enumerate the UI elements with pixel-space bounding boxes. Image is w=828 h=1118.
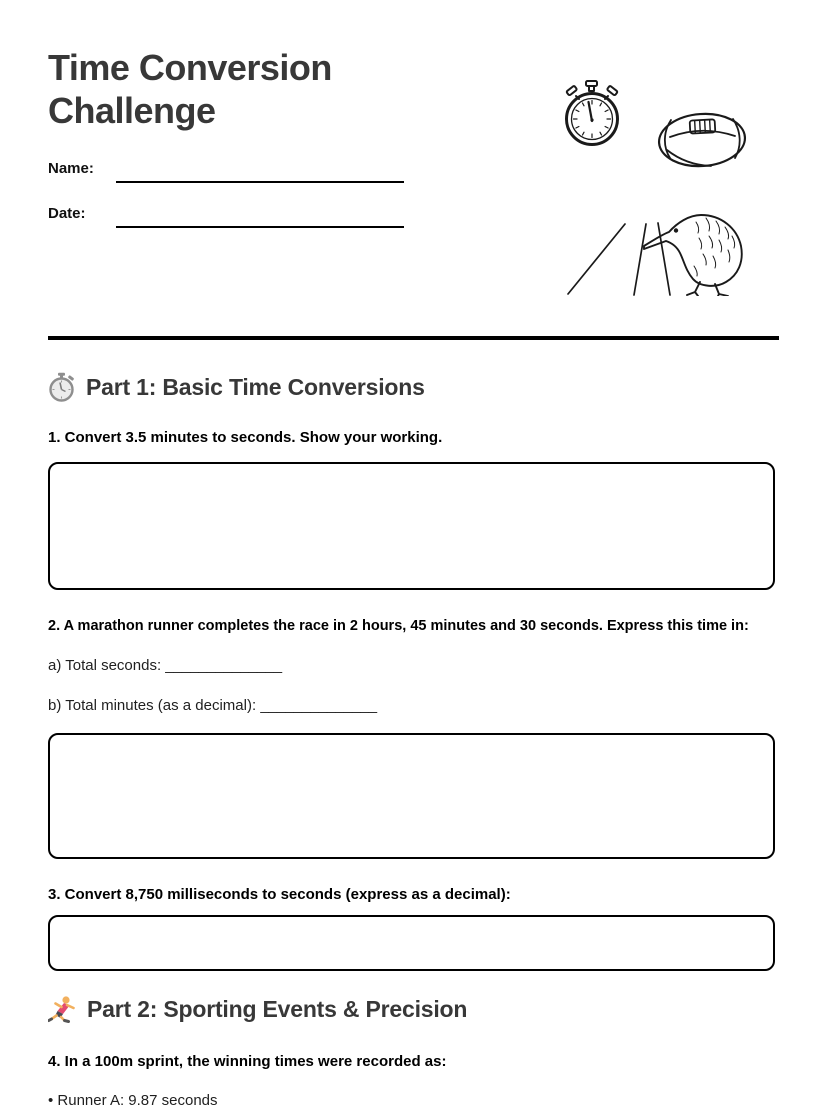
section-divider — [48, 336, 779, 340]
question-2b-blank[interactable]: ______________ — [260, 697, 378, 714]
answer-box-q2[interactable] — [48, 733, 775, 859]
date-input-line[interactable] — [116, 226, 404, 228]
question-2b-row — [48, 697, 377, 714]
name-label: Name: — [48, 160, 94, 177]
question-2-text: 2. A marathon runner completes the race in 2 hours, 45 minutes and 30 seconds. Express this time in: — [48, 618, 749, 634]
stopwatch-emoji — [48, 372, 75, 402]
part1-heading — [48, 372, 425, 402]
kiwi-on-track-illustration — [548, 204, 754, 296]
date-label: Date: — [48, 205, 86, 222]
runner-emoji — [48, 995, 76, 1023]
question-2b-label: b) Total minutes (as a decimal): — [48, 697, 257, 714]
part2-heading-text: Part 2: Sporting Events & Precision — [87, 995, 468, 1022]
runner-a-bullet: • Runner A: 9.87 seconds — [48, 1092, 218, 1109]
question-1-text: 1. Convert 3.5 minutes to seconds. Show your working. — [48, 429, 443, 446]
question-2a-label: a) Total seconds: — [48, 657, 162, 674]
page-title: Time Conversion Challenge — [48, 47, 332, 131]
part2-heading — [48, 995, 467, 1023]
answer-box-q1[interactable] — [48, 462, 775, 590]
stopwatch-illustration — [561, 79, 623, 148]
question-2a-blank[interactable]: ______________ — [165, 657, 283, 674]
answer-box-q3[interactable] — [48, 915, 775, 971]
rugby-ball-illustration — [656, 108, 749, 171]
part1-heading-text: Part 1: Basic Time Conversions — [86, 373, 425, 400]
question-3-text: 3. Convert 8,750 milliseconds to seconds (express as a decimal): — [48, 886, 511, 903]
name-input-line[interactable] — [116, 181, 404, 183]
question-2a-row — [48, 657, 282, 674]
question-4-text: 4. In a 100m sprint, the winning times were recorded as: — [48, 1053, 447, 1070]
